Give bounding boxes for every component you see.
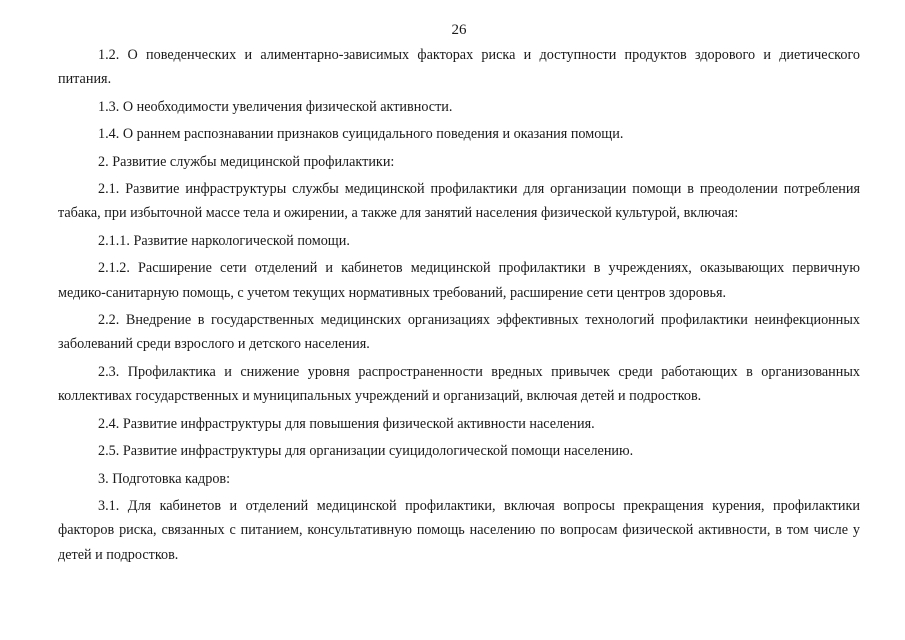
paragraph-1-2: 1.2. О поведенческих и алиментарно-зависимых факторах риска и доступности продуктов здорового и диетического питания. — [58, 47, 860, 88]
paragraph-2-5: 2.5. Развитие инфраструктуры для организации суицидологической помощи населению. — [98, 443, 634, 460]
paragraph-2-1: 2.1. Развитие инфраструктуры службы медицинской профилактики для организации помощи в преодолении потребления табака, при избыточной массе тела и ожирении, а также для занятий населения физической культурой, включая: — [58, 181, 860, 222]
paragraph-3: 3. Подготовка кадров: — [98, 470, 231, 487]
paragraph-2-2: 2.2. Внедрение в государственных медицинских организациях эффективных технологий профилактики неинфекционных заболеваний среди взрослого и детского населения. — [58, 312, 860, 353]
paragraph-2-3: 2.3. Профилактика и снижение уровня распространенности вредных привычек среди работающих в организованных коллективах государственных и муниципальных учреждений и организаций, включая детей и подростков. — [58, 363, 860, 405]
paragraph-2: 2. Развитие службы медицинской профилактики: — [98, 153, 395, 170]
paragraph-3-1: 3.1. Для кабинетов и отделений медицинской профилактики, включая вопросы прекращения курения, профилактики факторов риска, связанных с питанием, консультативную помощь населению по вопросам физической активности, в том числе у детей и подростков. — [58, 497, 860, 563]
document-body — [58, 43, 860, 570]
paragraph-2-1-2: 2.1.2. Расширение сети отделений и кабинетов медицинской профилактики в учреждениях, оказывающих первичную медико-санитарную помощь, с учетом текущих нормативных требований, расширение сети центров здоровья. — [58, 260, 860, 301]
paragraph-2-4: 2.4. Развитие инфраструктуры для повышения физической активности населения. — [98, 415, 595, 432]
page-number: 26 — [451, 22, 467, 38]
paragraph-2-1-1: 2.1.1. Развитие наркологической помощи. — [98, 232, 350, 249]
paragraph-1-3: 1.3. О необходимости увеличения физической активности. — [98, 98, 453, 115]
paragraph-1-4: 1.4. О раннем распознавании признаков суицидального поведения и оказания помощи. — [98, 126, 624, 143]
